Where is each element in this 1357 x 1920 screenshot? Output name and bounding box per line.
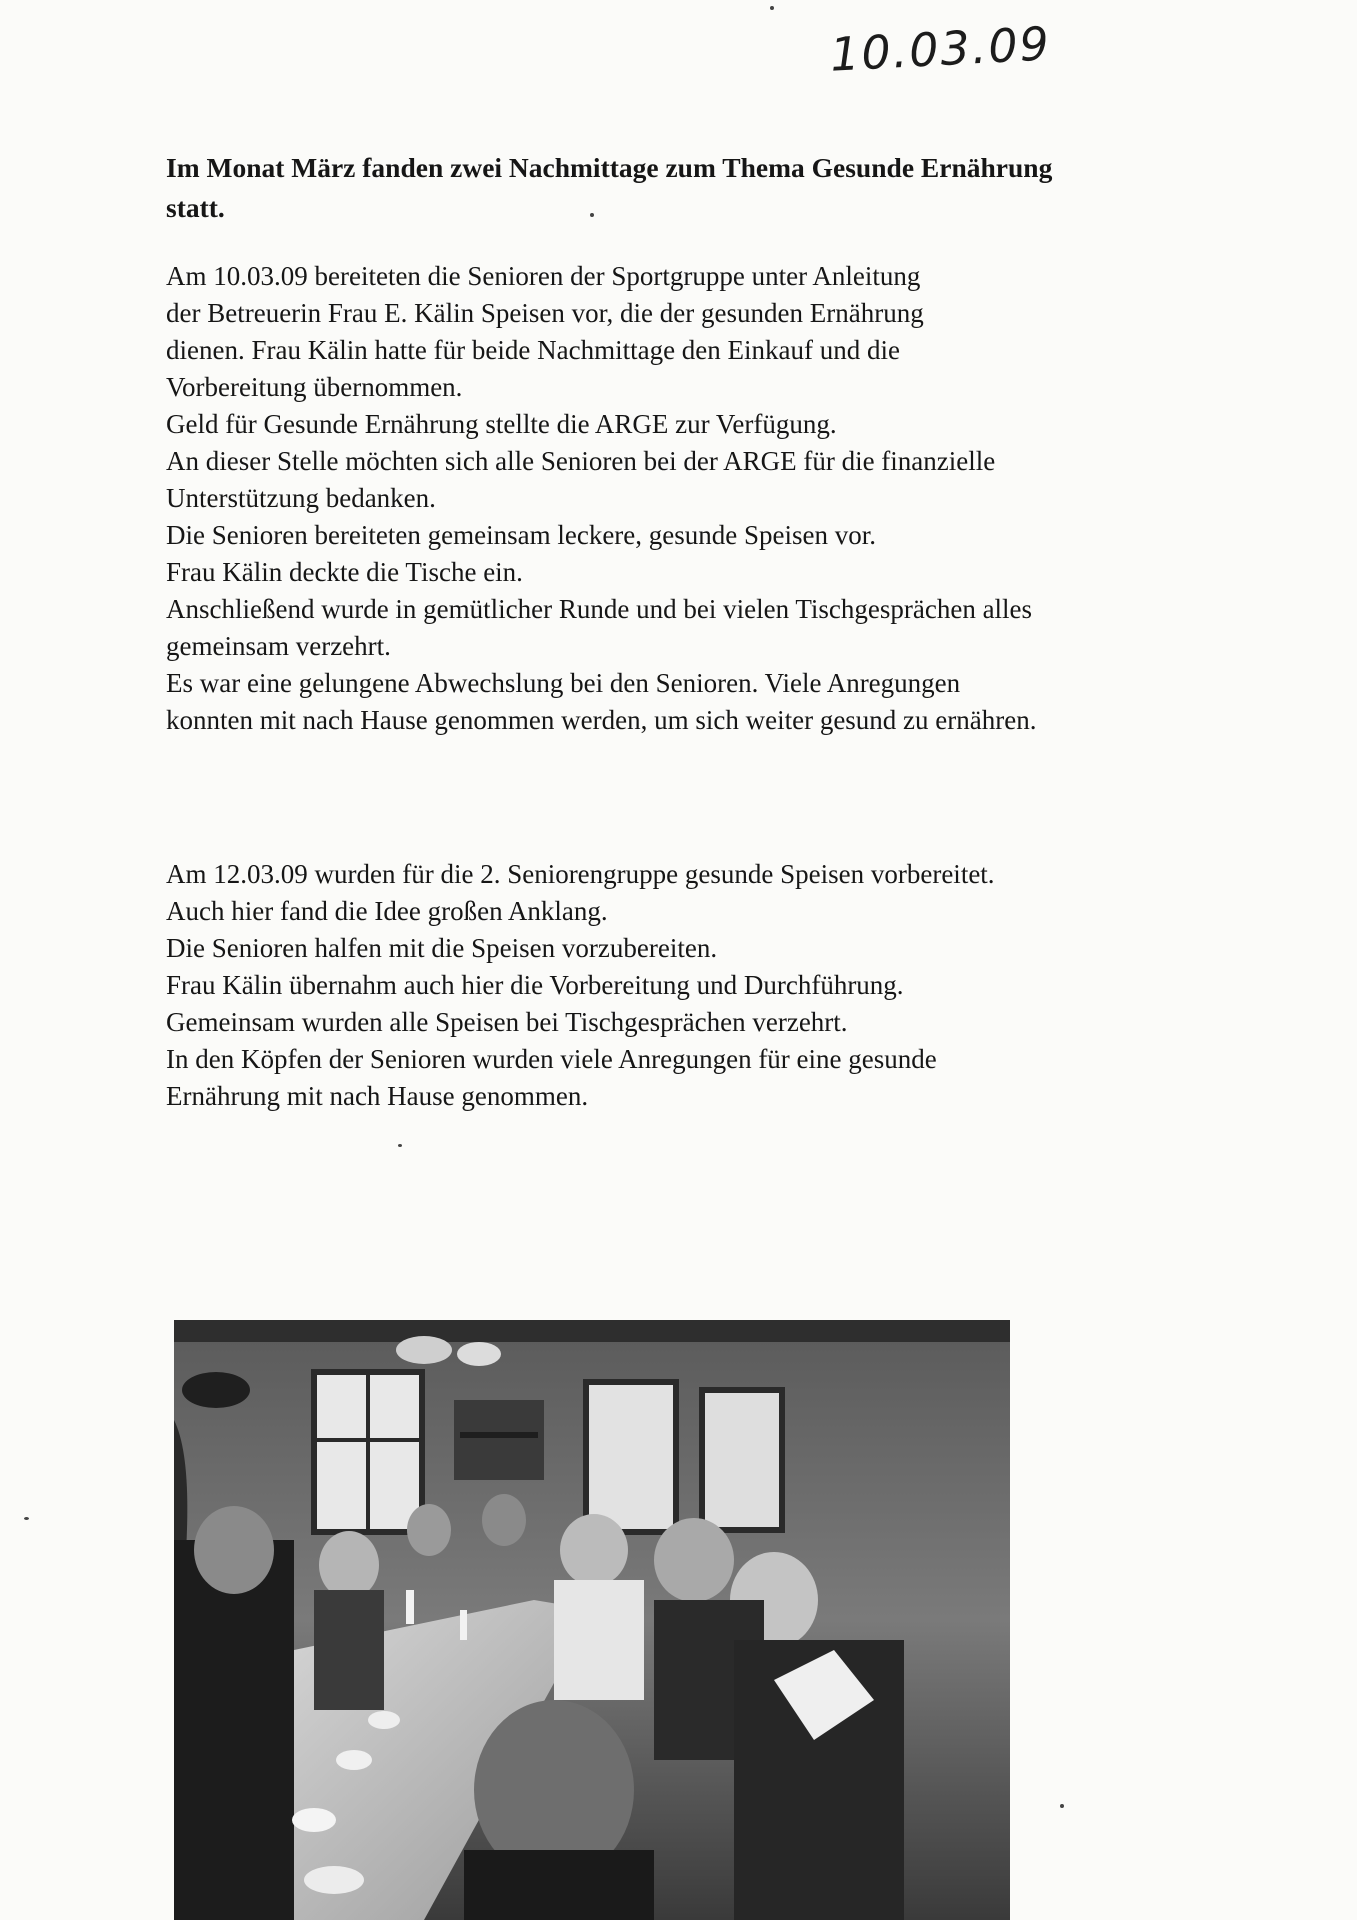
handwritten-date: 10.03.09 (828, 16, 1053, 82)
text-line: konnten mit nach Hause genommen werden, um sich weiter gesund zu ernähren. (166, 705, 1037, 735)
text-line: Am 12.03.09 wurden für die 2. Seniorengruppe gesunde Speisen vorbereitet. (166, 859, 995, 889)
text-line: An dieser Stelle möchten sich alle Senioren bei der ARGE für die finanzielle (166, 446, 996, 476)
group-dining-photo (174, 1320, 1010, 1920)
heading-line: statt. (166, 192, 225, 223)
document-heading (166, 148, 1226, 228)
text-line: Unterstützung bedanken. (166, 483, 436, 513)
person-body-shape (314, 1590, 384, 1710)
candle-shape (460, 1610, 467, 1640)
text-line: dienen. Frau Kälin hatte für beide Nachmittage den Einkauf und die (166, 335, 900, 365)
text-line: gemeinsam verzehrt. (166, 631, 391, 661)
cup-shape (368, 1711, 400, 1729)
scan-speck (1060, 1804, 1064, 1808)
cup-shape (336, 1750, 372, 1770)
paragraph-first-afternoon (166, 258, 1246, 739)
text-line: der Betreuerin Frau E. Kälin Speisen vor, die der gesunden Ernährung (166, 298, 924, 328)
right-window-shape (702, 1390, 782, 1530)
text-line: Am 10.03.09 bereiteten die Senioren der Sportgruppe unter Anleitung (166, 261, 921, 291)
text-line: Die Senioren bereiteten gemeinsam leckere, gesunde Speisen vor. (166, 520, 877, 550)
scan-speck (590, 213, 594, 217)
text-line: Es war eine gelungene Abwechslung bei den Senioren. Viele Anregungen (166, 668, 961, 698)
cup-shape (292, 1808, 336, 1832)
heading-line: Im Monat März fanden zwei Nachmittage zum Thema Gesunde Ernährung (166, 152, 1053, 183)
person-shape (560, 1514, 628, 1586)
photo-illustration (174, 1320, 1010, 1920)
scan-speck (770, 6, 774, 10)
ceiling-lamp-shape (457, 1342, 501, 1366)
person-shape (482, 1494, 526, 1546)
shelf-board-shape (460, 1432, 538, 1438)
text-line: Anschließend wurde in gemütlicher Runde und bei vielen Tischgesprächen alles (166, 594, 1033, 624)
ceiling-beam-shape (174, 1320, 1010, 1342)
text-line: In den Köpfen der Senioren wurden viele Anregungen für eine gesunde (166, 1044, 937, 1074)
wall-shelf-shape (454, 1400, 544, 1480)
text-line: Ernährung mit nach Hause genommen. (166, 1081, 589, 1111)
text-line: Vorbereitung übernommen. (166, 372, 463, 402)
left-foreground-head-shape (194, 1506, 274, 1594)
scan-speck (398, 1144, 402, 1147)
person-shape (407, 1504, 451, 1556)
plate-shape (304, 1866, 364, 1894)
text-line: Die Senioren halfen mit die Speisen vorzubereiten. (166, 933, 718, 963)
right-window-shape (586, 1382, 676, 1532)
person-shape (319, 1531, 379, 1599)
ceiling-lamp-shape (396, 1336, 452, 1364)
left-foreground-person-shape (174, 1540, 294, 1920)
person-shape (654, 1518, 734, 1602)
candle-shape (406, 1590, 414, 1624)
person-body-shape (554, 1580, 644, 1700)
text-line: Geld für Gesunde Ernährung stellte die ARGE zur Verfügung. (166, 409, 837, 439)
text-line: Frau Kälin deckte die Tische ein. (166, 557, 523, 587)
text-line: Auch hier fand die Idee großen Anklang. (166, 896, 608, 926)
bird-decoration-shape (182, 1372, 250, 1408)
text-line: Frau Kälin übernahm auch hier die Vorbereitung und Durchführung. (166, 970, 904, 1000)
scan-speck (24, 1517, 29, 1520)
foreground-person-body-shape (464, 1850, 654, 1920)
text-line: Gemeinsam wurden alle Speisen bei Tischgesprächen verzehrt. (166, 1007, 848, 1037)
paragraph-second-afternoon (166, 856, 1246, 1115)
